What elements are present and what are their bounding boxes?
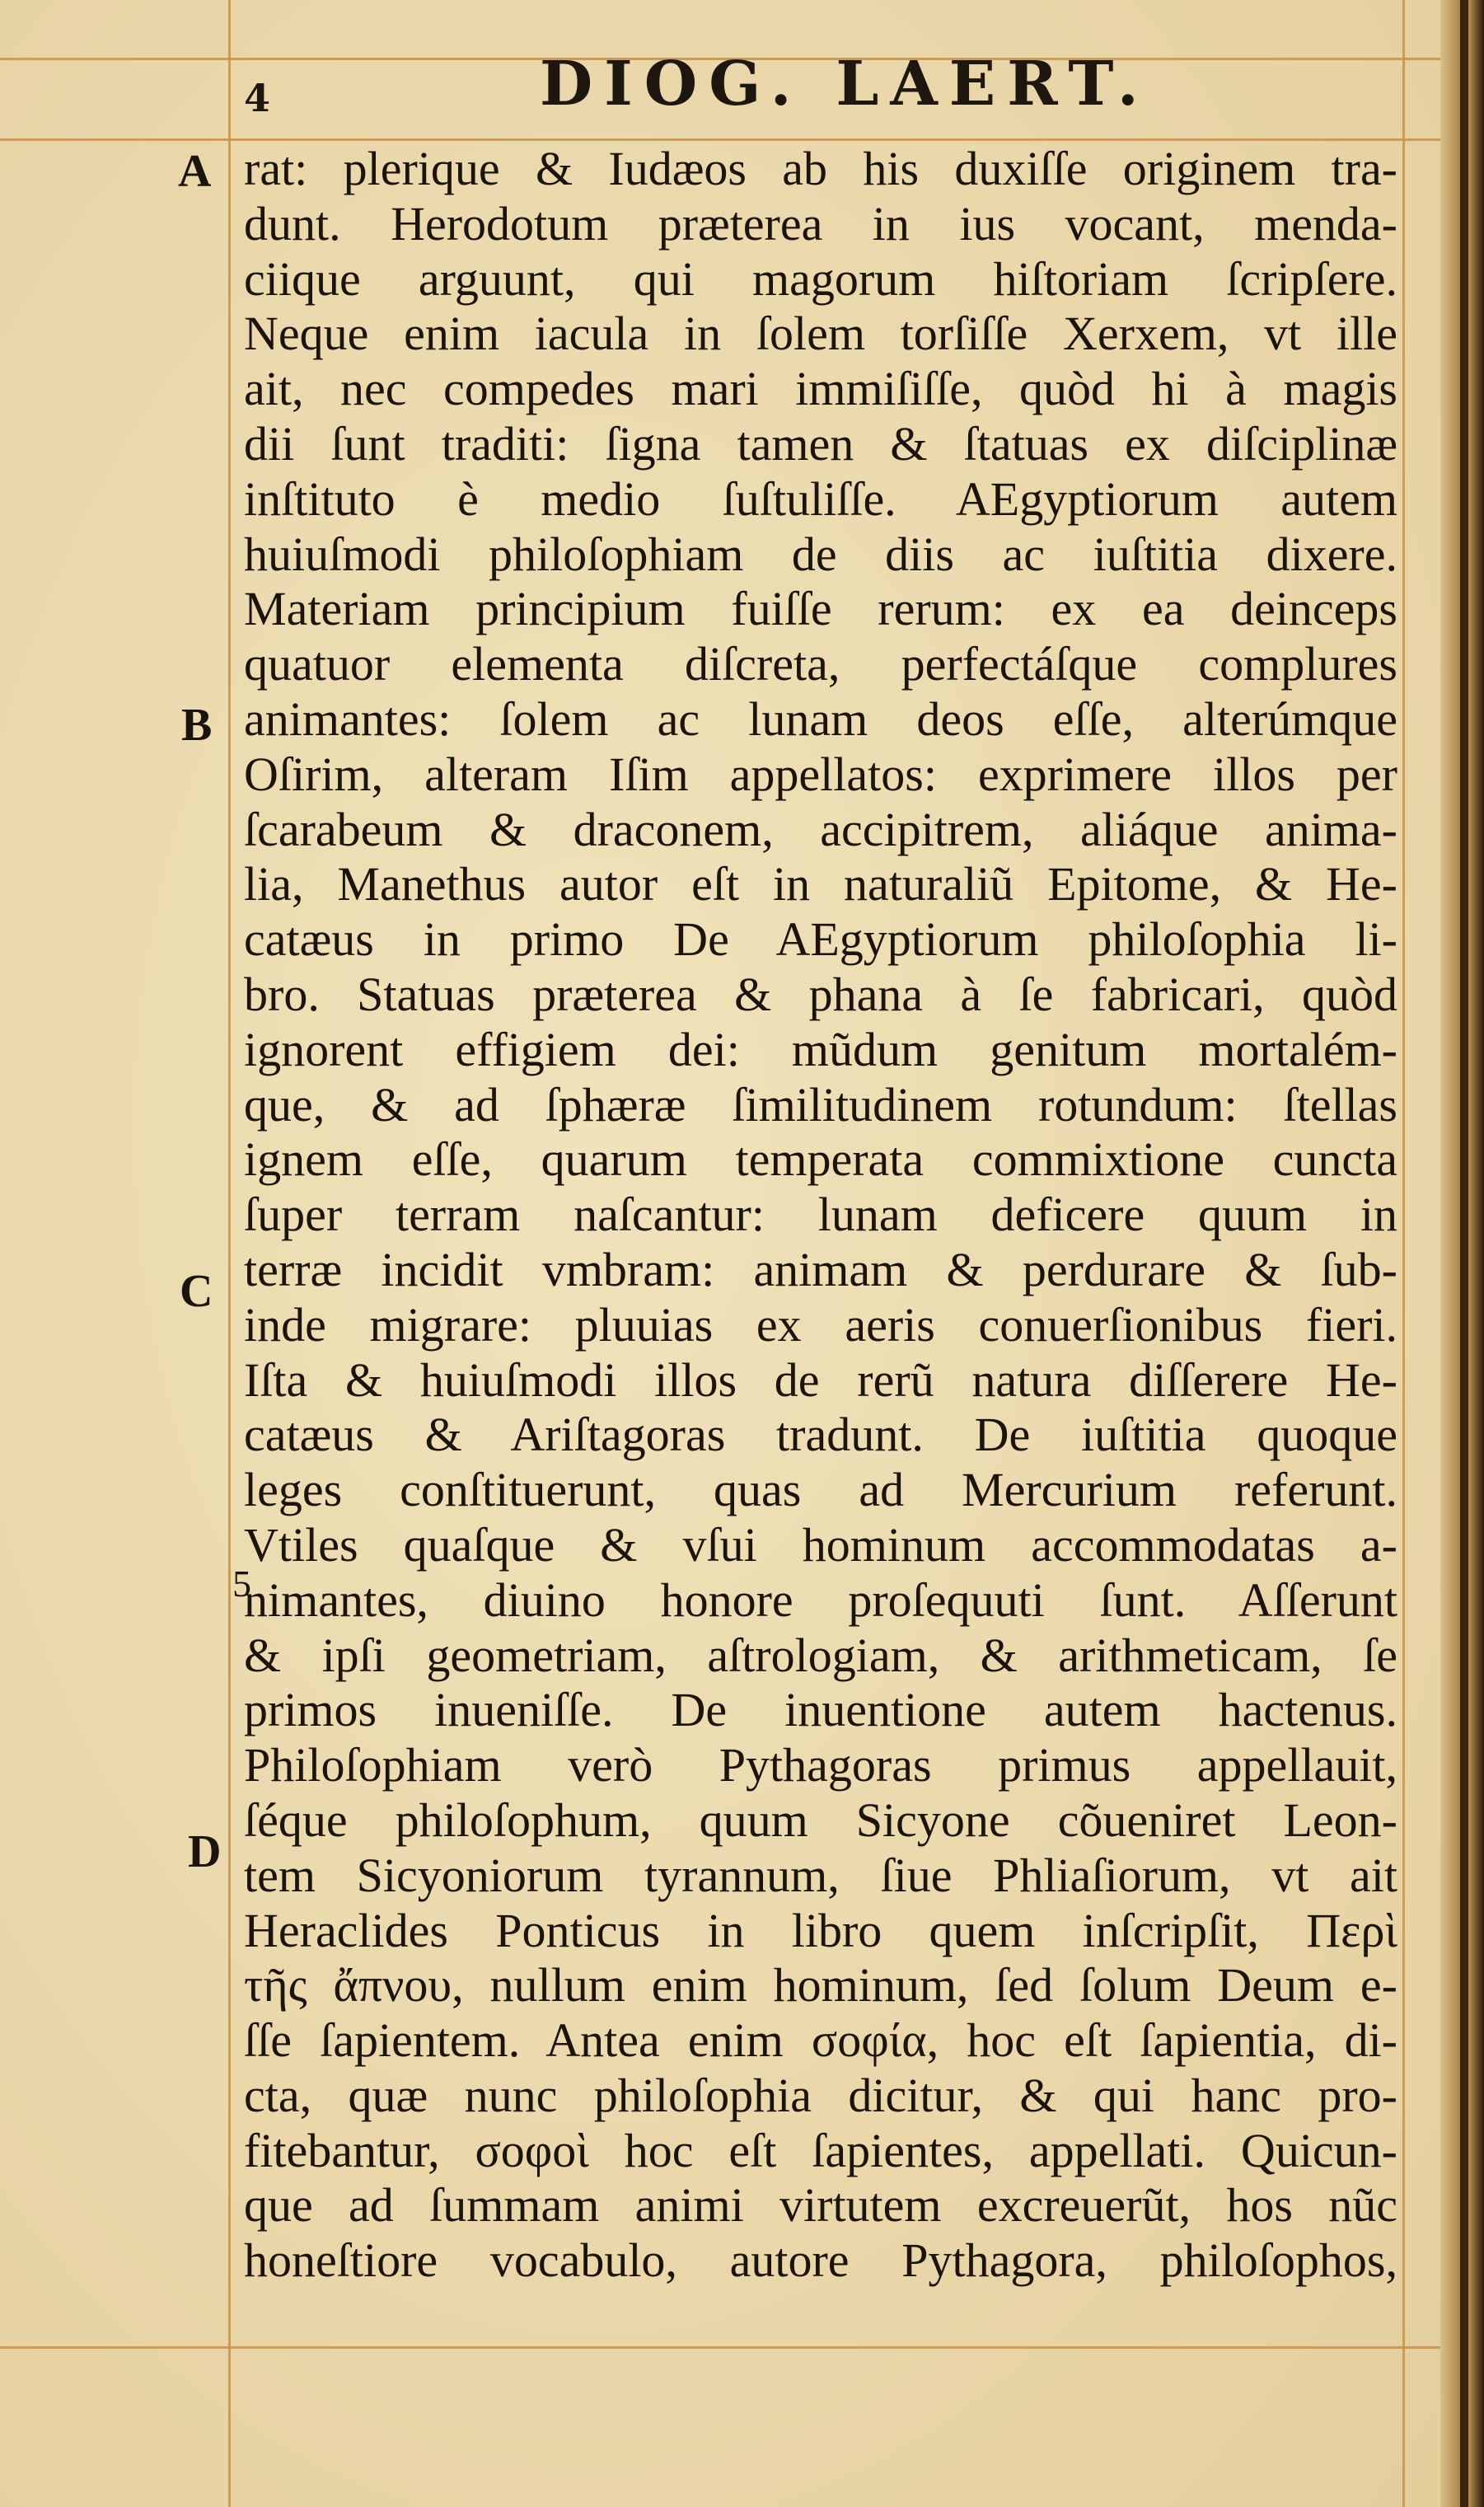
text-line: catæus & Ariſtagoras tradunt. De iuſtitia quoque	[244, 1408, 1397, 1462]
text-line: honeſtiore vocabulo, autore Pythagora, philoſophos,	[244, 2233, 1397, 2288]
header-rule	[0, 138, 1442, 141]
text-line: Materiam principium fuiſſe rerum: ex ea deinceps	[244, 582, 1397, 636]
text-line: τῆς ἄπνου, nullum enim hominum, ſed ſolum Deum e-	[244, 1958, 1397, 2013]
text-line: quatuor elementa diſcreta, perfectáſque complures	[244, 637, 1397, 691]
text-line: que ad ſummam animi virtutem excreuerũt, hos nũc	[244, 2178, 1397, 2233]
running-title: DIOG. LAERT.	[540, 49, 1150, 119]
text-line: Iſta & huiuſmodi illos de rerũ natura diſſerere He-	[244, 1352, 1397, 1407]
text-line: ſéque philoſophum, quum Sicyone cõueniret Leon-	[244, 1792, 1397, 1847]
text-line: inſtituto è medio ſuſtuliſſe. AEgyptiorum autem	[244, 471, 1397, 526]
text-line: nimantes, diuino honore proſequuti ſunt. Aſſerunt	[244, 1572, 1397, 1627]
margin-letter-a: A	[178, 146, 212, 197]
bottom-rule	[0, 2346, 1442, 2349]
text-line: cta, quæ nunc philoſophia dicitur, & qui hanc pro-	[244, 2068, 1397, 2122]
text-line: terræ incidit vmbram: animam & perdurare & ſub-	[244, 1242, 1397, 1296]
margin-letter-b: B	[181, 700, 213, 751]
text-line: catæus in primo De AEgyptiorum philoſophia li-	[244, 912, 1397, 967]
text-line: ignem eſſe, quarum temperata commixtione cuncta	[244, 1132, 1397, 1187]
text-line: Philoſophiam verò Pythagoras primus appellauit,	[244, 1738, 1397, 1792]
body-text	[244, 142, 1397, 2289]
page-edge	[1460, 0, 1468, 2507]
text-line: tem Sicyoniorum tyrannum, ſiue Phliaſiorum, vt ait	[244, 1848, 1397, 1902]
right-margin-rule	[1402, 0, 1405, 2507]
text-line: ait, nec compedes mari immiſiſſe, quòd hi à magis	[244, 362, 1397, 416]
text-line: Neque enim iacula in ſolem torſiſſe Xerxem, vt ille	[244, 307, 1397, 361]
text-line: ciique arguunt, qui magorum hiſtoriam ſcripſere.	[244, 251, 1397, 306]
binding-edge	[1468, 0, 1484, 2507]
text-line: & ipſi geometriam, aſtrologiam, & arithmeticam, ſe	[244, 1628, 1397, 1682]
text-line: animantes: ſolem ac lunam deos eſſe, alterúmque	[244, 691, 1397, 746]
text-line: ignorent effigiem dei: mũdum genitum mortalém-	[244, 1022, 1397, 1076]
text-line: dii ſunt traditi: ſigna tamen & ſtatuas ex diſciplinæ	[244, 416, 1397, 471]
text-line: bro. Statuas præterea & phana à ſe fabricari, quòd	[244, 967, 1397, 1021]
text-line: rat: plerique & Iudæos ab his duxiſſe originem tra-	[244, 142, 1397, 195]
text-line: fitebantur, σοφοὶ hoc eſt ſapientes, appellati. Quicun-	[244, 2123, 1397, 2177]
text-line: ſuper terram naſcantur: lunam deficere quum in	[244, 1188, 1397, 1242]
left-margin-rule	[228, 0, 231, 2507]
text-line: lia, Manethus autor eſt in naturaliũ Epitome, & He-	[244, 857, 1397, 911]
page-number: 4	[244, 76, 271, 120]
margin-letter-d: D	[188, 1826, 222, 1877]
text-line: ſcarabeum & draconem, accipitrem, aliáque anima-	[244, 802, 1397, 856]
text-line: Oſirim, alteram Iſim appellatos: exprimere illos per	[244, 747, 1397, 801]
page-gutter-shadow	[1440, 0, 1460, 2507]
text-line: ſſe ſapientem. Antea enim σοφία, hoc eſt ſapientia, di-	[244, 2013, 1397, 2068]
text-line: Heraclides Ponticus in libro quem inſcripſit, Περὶ	[244, 1903, 1397, 1957]
text-line: leges conſtituerunt, quas ad Mercurium referunt.	[244, 1463, 1397, 1517]
text-line: huiuſmodi philoſophiam de diis ac iuſtitia dixere.	[244, 527, 1397, 581]
text-line: inde migrare: pluuias ex aeris conuerſionibus fieri.	[244, 1297, 1397, 1352]
text-line: dunt. Herodotum præterea in ius vocant, menda-	[244, 196, 1397, 251]
text-line: primos inueniſſe. De inuentione autem hactenus.	[244, 1683, 1397, 1737]
margin-section-number: 5	[232, 1563, 251, 1605]
text-line: que, & ad ſphæræ ſimilitudinem rotundum: ſtellas	[244, 1077, 1397, 1132]
margin-letter-c: C	[180, 1266, 213, 1317]
text-line: Vtiles quaſque & vſui hominum accommodatas a-	[244, 1517, 1397, 1572]
